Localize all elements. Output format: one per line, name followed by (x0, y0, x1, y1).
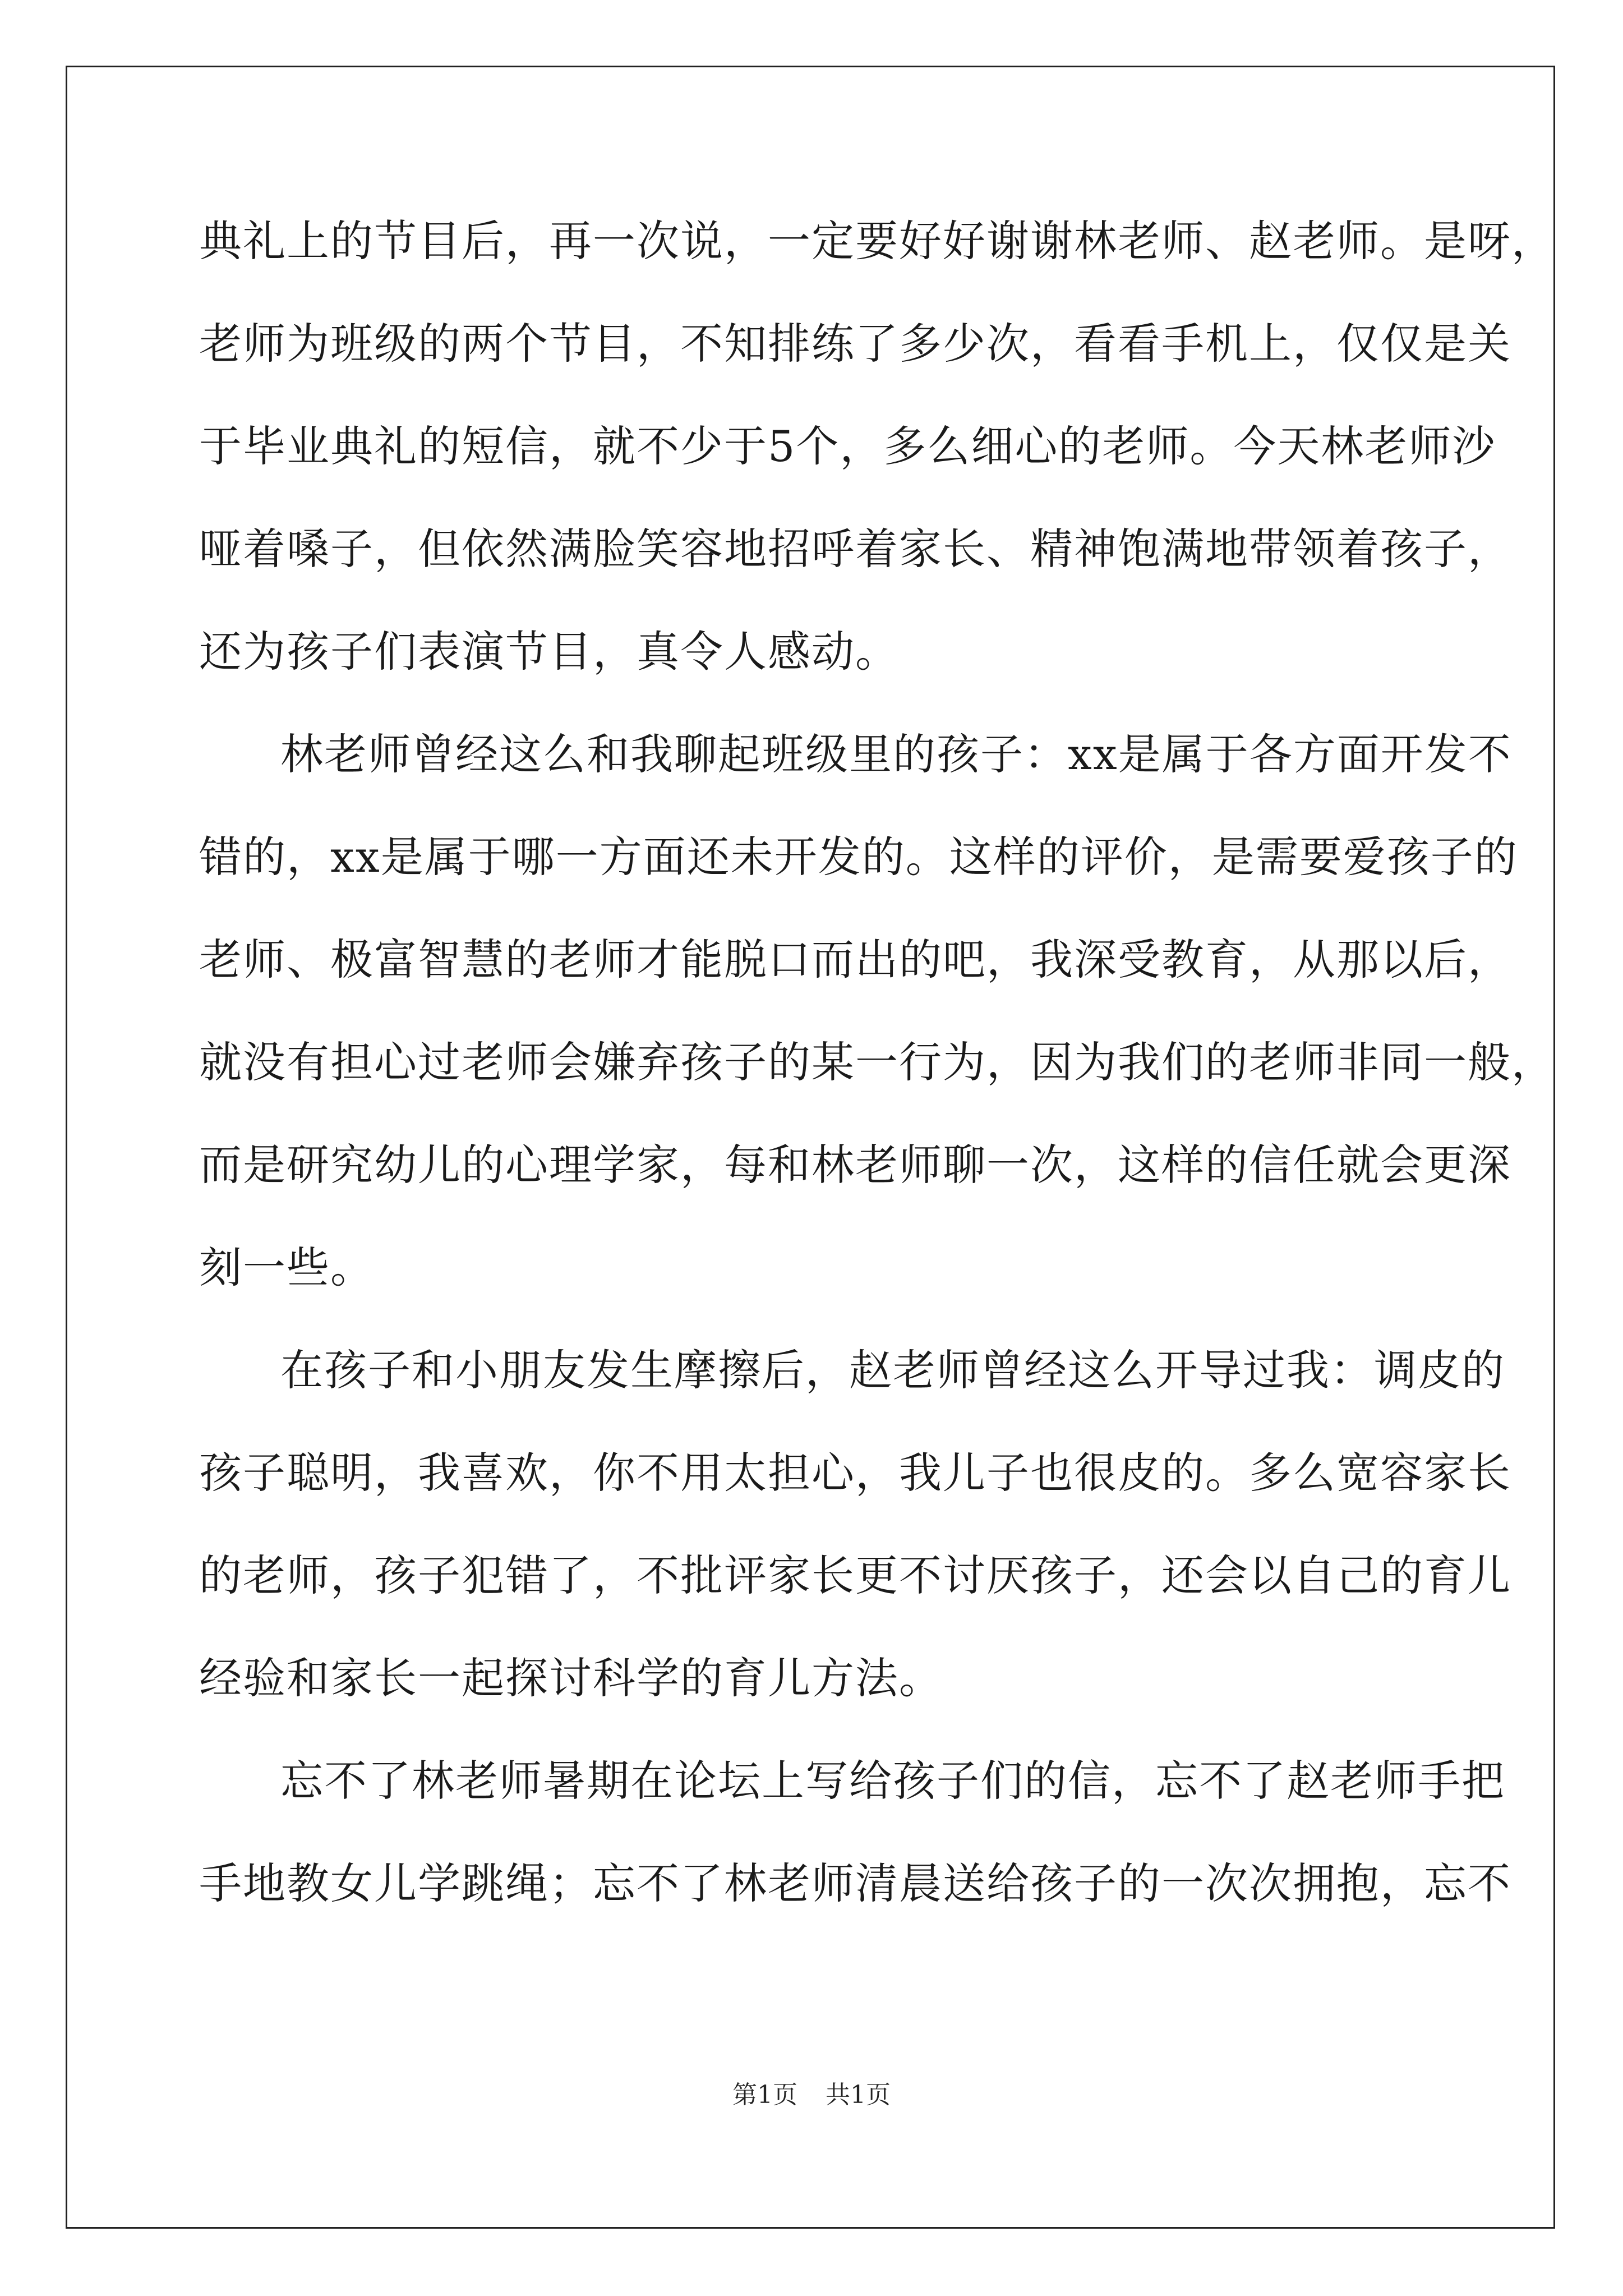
text-line: 刻一些。 (199, 1243, 374, 1292)
text-line: 哑着嗓子，但依然满脸笑容地招呼着家长、精神饱满地带领着孩子， (199, 524, 1511, 574)
paragraph-first-line: 林老师曾经这么和我聊起班级里的孩子：xx是属于各方面开发不 (280, 729, 1512, 779)
text-line: 于毕业典礼的短信，就不少于5个，多么细心的老师。今天林老师沙 (199, 421, 1496, 471)
text-line: 手地教女儿学跳绳；忘不了林老师清晨送给孩子的一次次拥抱，忘不 (199, 1858, 1511, 1908)
text-line: 还为孩子们表演节目，真令人感动。 (199, 627, 899, 677)
text-line: 老师为班级的两个节目，不知排练了多少次，看看手机上，仅仅是关 (199, 319, 1511, 369)
text-line: 而是研究幼儿的心理学家，每和林老师聊一次，这样的信任就会更深 (199, 1140, 1511, 1190)
text-line: 的老师，孩子犯错了，不批评家长更不讨厌孩子，还会以自己的育儿 (199, 1550, 1511, 1600)
text-line: 老师、极富智慧的老师才能脱口而出的吧，我深受教育，从那以后， (199, 935, 1511, 984)
text-line: 就没有担心过老师会嫌弃孩子的某一行为，因为我们的老师非同一般， (199, 1037, 1555, 1087)
paragraph-first-line: 在孩子和小朋友发生摩擦后，赵老师曾经这么开导过我：调皮的 (280, 1345, 1505, 1395)
text-line: 孩子聪明，我喜欢，你不用太担心，我儿子也很皮的。多么宽容家长 (199, 1448, 1511, 1498)
text-line: 典礼上的节目后，再一次说，一定要好好谢谢林老师、赵老师。是呀， (199, 216, 1555, 266)
page-total: 共1页 (826, 2081, 891, 2109)
paragraph-first-line: 忘不了林老师暑期在论坛上写给孩子们的信，忘不了赵老师手把 (280, 1756, 1505, 1806)
page-footer (0, 2078, 1623, 2112)
text-line: 经验和家长一起探讨科学的育儿方法。 (199, 1653, 943, 1703)
page-number: 第1页 (732, 2081, 797, 2109)
text-line: 错的，xx是属于哪一方面还未开发的。这样的评价，是需要爱孩子的 (199, 832, 1518, 882)
